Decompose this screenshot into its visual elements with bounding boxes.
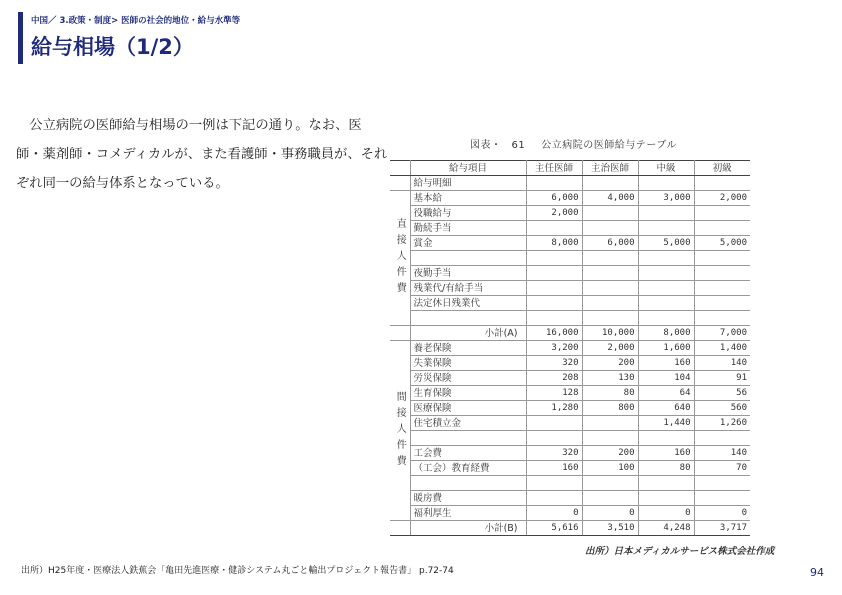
figure-number: 61 xyxy=(511,140,526,151)
row-item-label xyxy=(410,251,526,266)
column-header: 主任医師 xyxy=(526,161,582,176)
table-row xyxy=(390,371,750,386)
row-item-label xyxy=(410,311,526,326)
table-row xyxy=(390,191,750,206)
table-cell xyxy=(638,296,694,311)
table-cell: 160 xyxy=(638,446,694,461)
table-cell xyxy=(582,176,638,191)
subtotal-cell: 3,510 xyxy=(582,521,638,536)
table-cell: 4,000 xyxy=(582,191,638,206)
table-cell: 130 xyxy=(582,371,638,386)
table-cell: 0 xyxy=(526,506,582,521)
table-cell xyxy=(694,476,750,491)
table-cell: 3,200 xyxy=(526,341,582,356)
table-cell xyxy=(694,221,750,236)
table-cell xyxy=(694,251,750,266)
table-cell xyxy=(694,311,750,326)
subtotal-cell: 8,000 xyxy=(638,326,694,341)
body-paragraph: 公立病院の医師給与相場の一例は下記の通り。なお、医師・薬剤師・コメディカルが、また看護師・事務職員が、それぞれ同一の給与体系となっている。 xyxy=(16,118,388,191)
table-row xyxy=(390,221,750,236)
table-cell xyxy=(526,296,582,311)
row-item-label: 法定休日残業代 xyxy=(410,296,526,311)
table-cell: 56 xyxy=(694,386,750,401)
table-cell: 80 xyxy=(638,461,694,476)
table-cell xyxy=(638,476,694,491)
table-cell xyxy=(638,491,694,506)
table-cell: 91 xyxy=(694,371,750,386)
row-item-label xyxy=(410,476,526,491)
table-cell xyxy=(582,206,638,221)
page-number: 94 xyxy=(810,566,824,579)
table-cell: 0 xyxy=(694,506,750,521)
row-item-label: 医療保険 xyxy=(410,401,526,416)
table-cell xyxy=(526,311,582,326)
row-item-label: 養老保険 xyxy=(410,341,526,356)
table-row xyxy=(390,236,750,251)
row-header-label: 給与明細 xyxy=(410,176,526,191)
subtotal-cell: 5,616 xyxy=(526,521,582,536)
table-cell: 0 xyxy=(638,506,694,521)
row-item-label: 工会費 xyxy=(410,446,526,461)
table-cell xyxy=(582,251,638,266)
table-row xyxy=(390,431,750,446)
table-cell xyxy=(638,266,694,281)
table-cell: 160 xyxy=(526,461,582,476)
table-header-row xyxy=(390,161,750,176)
row-item-label: 福利厚生 xyxy=(410,506,526,521)
table-cell: 5,000 xyxy=(638,236,694,251)
table-cell: 0 xyxy=(582,506,638,521)
figure-title xyxy=(470,136,677,151)
table-cell xyxy=(638,176,694,191)
table-cell: 160 xyxy=(638,356,694,371)
table-cell xyxy=(638,221,694,236)
subtotal-label: 小計(A) xyxy=(410,326,526,341)
group-spacer xyxy=(390,326,410,341)
table-cell xyxy=(694,296,750,311)
row-item-label: 賞金 xyxy=(410,236,526,251)
table-cell: 800 xyxy=(582,401,638,416)
table-row xyxy=(390,281,750,296)
table-row xyxy=(390,461,750,476)
breadcrumb: 中国／ 3.政策・制度> 医師の社会的地位・給与水準等 xyxy=(31,16,241,26)
table-cell: 1,440 xyxy=(638,416,694,431)
row-item-label: 暖房費 xyxy=(410,491,526,506)
subtotal-cell: 4,248 xyxy=(638,521,694,536)
subtotal-row xyxy=(390,521,750,536)
table-cell xyxy=(582,431,638,446)
group-spacer xyxy=(390,176,410,191)
table-cell: 200 xyxy=(582,446,638,461)
table-cell: 560 xyxy=(694,401,750,416)
table-cell: 208 xyxy=(526,371,582,386)
column-header: 初級 xyxy=(694,161,750,176)
table-cell: 128 xyxy=(526,386,582,401)
table-row xyxy=(390,356,750,371)
row-item-label: 夜勤手当 xyxy=(410,266,526,281)
salary-table-body xyxy=(390,176,750,536)
row-item-label: （工会）教育経費 xyxy=(410,461,526,476)
table-cell xyxy=(694,431,750,446)
row-item-label: 勤続手当 xyxy=(410,221,526,236)
table-cell xyxy=(582,476,638,491)
table-row xyxy=(390,386,750,401)
table-cell: 80 xyxy=(582,386,638,401)
table-cell: 2,000 xyxy=(526,206,582,221)
table-row xyxy=(390,266,750,281)
table-cell xyxy=(526,251,582,266)
table-cell: 1,280 xyxy=(526,401,582,416)
subtotal-cell: 10,000 xyxy=(582,326,638,341)
table-cell xyxy=(582,416,638,431)
table-cell xyxy=(526,476,582,491)
salary-table xyxy=(390,160,750,536)
accent-bar xyxy=(18,12,23,64)
table-row xyxy=(390,251,750,266)
figure-label: 図表・ xyxy=(470,140,502,151)
table-cell xyxy=(694,281,750,296)
subtotal-cell: 16,000 xyxy=(526,326,582,341)
table-cell: 2,000 xyxy=(582,341,638,356)
subtotal-label: 小計(B) xyxy=(410,521,526,536)
table-cell xyxy=(638,251,694,266)
table-row xyxy=(390,446,750,461)
table-cell xyxy=(638,206,694,221)
table-cell: 140 xyxy=(694,446,750,461)
row-item-label: 生育保険 xyxy=(410,386,526,401)
table-cell: 640 xyxy=(638,401,694,416)
subtotal-cell: 3,717 xyxy=(694,521,750,536)
table-cell: 70 xyxy=(694,461,750,476)
row-item-label: 失業保険 xyxy=(410,356,526,371)
table-cell xyxy=(694,206,750,221)
table-row xyxy=(390,176,750,191)
table-cell xyxy=(582,491,638,506)
table-cell xyxy=(582,266,638,281)
table-row xyxy=(390,401,750,416)
table-cell: 200 xyxy=(582,356,638,371)
table-row xyxy=(390,476,750,491)
group-spacer xyxy=(390,521,410,536)
table-cell: 1,400 xyxy=(694,341,750,356)
table-cell xyxy=(694,266,750,281)
column-header: 給与項目 xyxy=(410,161,526,176)
table-cell xyxy=(638,281,694,296)
table-cell: 64 xyxy=(638,386,694,401)
table-cell xyxy=(638,311,694,326)
table-cell: 100 xyxy=(582,461,638,476)
column-header: 主治医師 xyxy=(582,161,638,176)
table-cell: 6,000 xyxy=(526,191,582,206)
table-cell: 140 xyxy=(694,356,750,371)
table-header-spacer xyxy=(390,161,410,176)
table-row xyxy=(390,206,750,221)
table-cell xyxy=(694,176,750,191)
table-cell xyxy=(694,491,750,506)
page-title: 給与相場（1/2） xyxy=(31,35,194,59)
table-cell xyxy=(582,281,638,296)
table-row xyxy=(390,506,750,521)
row-item-label: 労災保険 xyxy=(410,371,526,386)
table-cell xyxy=(638,431,694,446)
table-cell xyxy=(526,221,582,236)
row-item-label: 基本給 xyxy=(410,191,526,206)
table-cell: 320 xyxy=(526,446,582,461)
row-item-label xyxy=(410,431,526,446)
table-cell xyxy=(526,281,582,296)
table-cell xyxy=(582,311,638,326)
table-cell xyxy=(526,176,582,191)
table-cell: 1,600 xyxy=(638,341,694,356)
table-cell xyxy=(526,266,582,281)
table-cell xyxy=(526,431,582,446)
table-row xyxy=(390,491,750,506)
table-cell xyxy=(582,221,638,236)
figure-caption: 公立病院の医師給与テーブル xyxy=(541,140,677,151)
table-row xyxy=(390,416,750,431)
row-item-label: 住宅積立金 xyxy=(410,416,526,431)
table-cell: 5,000 xyxy=(694,236,750,251)
column-header: 中級 xyxy=(638,161,694,176)
body-text xyxy=(16,111,388,198)
table-cell xyxy=(582,296,638,311)
table-cell: 104 xyxy=(638,371,694,386)
table-cell: 6,000 xyxy=(582,236,638,251)
table-cell: 2,000 xyxy=(694,191,750,206)
table-row xyxy=(390,296,750,311)
table-cell: 8,000 xyxy=(526,236,582,251)
row-item-label: 残業代/有給手当 xyxy=(410,281,526,296)
subtotal-cell: 7,000 xyxy=(694,326,750,341)
table-cell: 3,000 xyxy=(638,191,694,206)
subtotal-row xyxy=(390,326,750,341)
table-cell xyxy=(526,491,582,506)
table-row xyxy=(390,341,750,356)
table-row xyxy=(390,311,750,326)
group-label: 直接人件費 xyxy=(390,191,410,326)
table-cell xyxy=(526,416,582,431)
footer-source: 出所）H25年度・医療法人鉄蕉会「亀田先進医療・健診システム丸ごと輸出プロジェクト報告書」 p.72-74 xyxy=(21,566,454,576)
figure-source: 出所）日本メディカルサービス株式会社作成 xyxy=(585,546,775,557)
row-item-label: 役職給与 xyxy=(410,206,526,221)
group-label: 間接人件費 xyxy=(390,341,410,521)
table-cell: 1,260 xyxy=(694,416,750,431)
table-cell: 320 xyxy=(526,356,582,371)
